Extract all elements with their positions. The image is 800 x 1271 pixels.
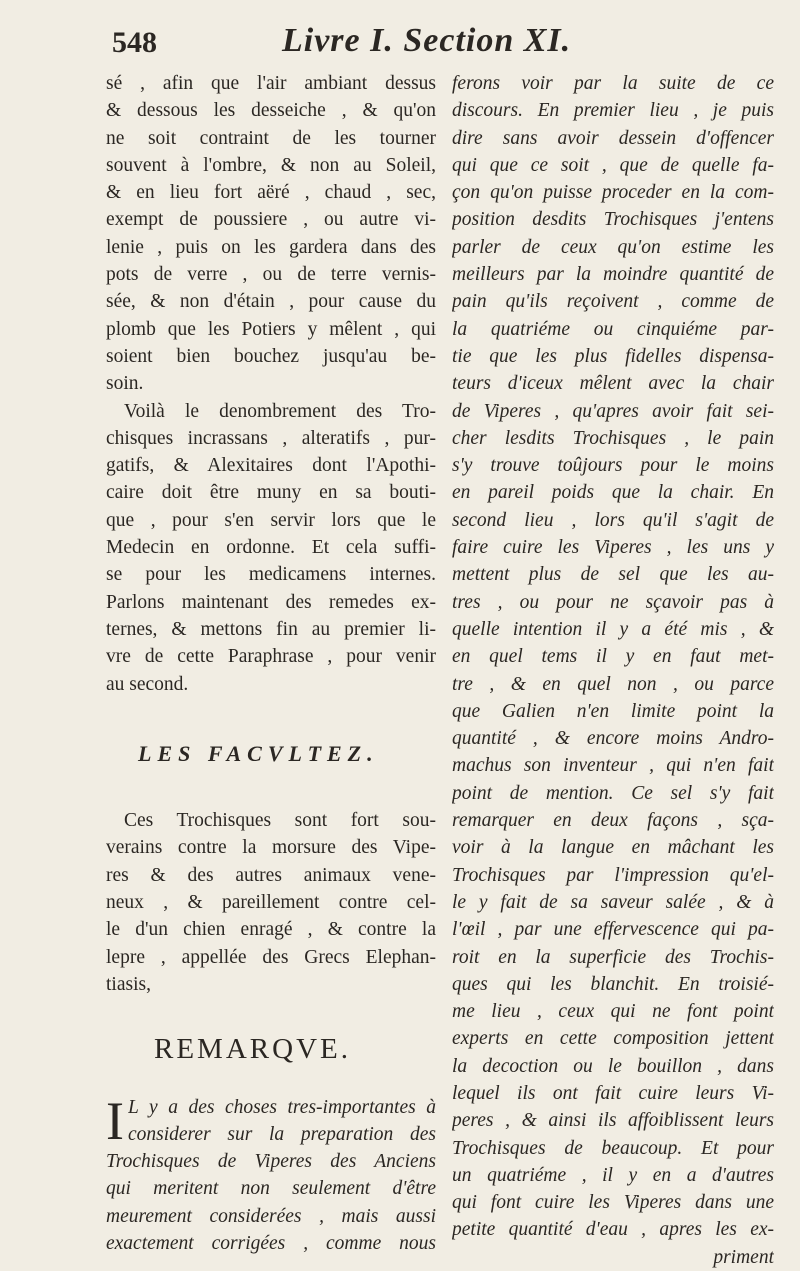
text-line: exempt de poussiere , ou autre vi- [106,209,436,231]
text-line: l'œil , par une effervescence qui pa- [452,919,774,941]
text-line: considerer sur la preparation des [127,1123,436,1145]
text-line: plomb que les Potiers y mêlent , qui [106,318,436,340]
paragraph-enumeration [106,398,436,698]
text-line: discours. En premier lieu , je puis [452,100,774,122]
text-line: soient bien bouchez jusqu'au be- [106,345,436,367]
text-line: dire sans avoir dessein d'offencer [452,127,774,149]
text-line: la quatriéme ou cinquiéme par- [452,318,774,340]
text-line: ne soit contraint de les tourner [106,127,436,149]
section-heading-facultez: LES FACVLTEZ. [138,740,379,766]
text-line: parler de ceux qu'on estime les [452,236,774,258]
text-line: verains contre la morsure des Vipe- [106,837,436,859]
text-line: Medecin en ordonne. Et cela suffi- [106,537,436,559]
text-line: tiasis, [106,973,151,995]
text-line: Ces Trochisques sont fort sou- [124,810,436,832]
text-line: qui font cuire les Viperes dans une [452,1192,774,1214]
text-line: le d'un chien enragé , & contre la [106,919,436,941]
left-column [106,70,436,1257]
text-line: soin. [106,373,144,395]
text-line: roit en la superficie des Trochis- [452,946,774,968]
text-line: Trochisques de Viperes des Anciens [106,1151,436,1173]
text-line: chisques incrassans , alteratifs , pur- [106,427,436,449]
text-line: res & des autres animaux vene- [106,864,436,886]
text-line: L y a des choses tres-importantes à [127,1096,436,1118]
text-line: Parlons maintenant des remedes ex- [106,591,436,613]
text-line: ternes, & mettons fin au premier li- [106,618,436,640]
text-line: voir à la langue en mâchant les [452,837,774,859]
text-line: second lieu , lors qu'il s'agit de [452,509,774,531]
text-line: la decoction ou le bouillon , dans [452,1055,774,1077]
text-line: faire cuire les Viperes , les uns y [452,537,774,559]
text-line: petite quantité d'eau , apres les ex- [452,1219,774,1241]
text-line: un quatriéme , il y en a d'autres [452,1164,774,1186]
text-line: tres , ou pour ne sçavoir pas à [452,591,774,613]
text-line: de Viperes , qu'apres avoir fait sei- [452,400,774,422]
text-line: meilleurs par la moindre quantité de [452,264,774,286]
catchword: priment [713,1246,774,1268]
text-line: au second. [106,673,189,695]
text-line: position desdits Trochisques j'entens [452,209,774,231]
text-line: ques qui les blanchit. En troisié- [452,973,774,995]
text-line: en pareil poids que la chair. En [452,482,774,504]
text-line: qui que ce soit , que de quelle fa- [452,154,774,176]
text-line: Voilà le denombrement des Tro- [124,400,436,422]
text-line: experts en cette composition jettent [452,1028,774,1050]
right-column [452,70,774,1271]
text-line: me lieu , ceux qui ne font point [452,1001,774,1023]
text-line: s'y trouve toûjours pour le moins [452,455,774,477]
page-header [106,18,770,70]
text-line: qui meritent non seulement d'être [106,1178,436,1200]
text-line: & en lieu fort aëré , chaud , sec, [106,182,436,204]
text-line: lepre , appellée des Grecs Elephan- [106,946,436,968]
text-line: lenie , puis on les gardera dans des [106,236,436,258]
text-line: & dessous les desseiche , & qu'on [106,100,436,122]
paragraph-virtues [106,807,436,998]
text-line: çon qu'on puisse proceder en la com- [452,182,774,204]
text-line: souvent à l'ombre, & non au Soleil, [106,154,436,176]
text-line: que , pour s'en servir lors que le [106,509,436,531]
running-head: Livre I. Section XI. [282,22,572,59]
page-number: 548 [112,26,157,59]
text-line: meurement considerées , mais aussi [106,1205,436,1227]
text-line: teurs d'iceux mêlent avec la chair [452,373,774,395]
text-line: gatifs, & Alexitaires dont l'Apothi- [106,455,436,477]
text-line: en quel tems il y en faut met- [452,646,774,668]
text-line: point de mention. Ce sel s'y fait [452,782,774,804]
text-line: tre , & en quel non , ou parce [452,673,774,695]
text-line: que Galien n'en limite point la [452,700,774,722]
text-line: pain qu'ils reçoivent , comme de [452,291,774,313]
text-line: Trochisques par l'impression qu'el- [452,864,774,886]
text-line: neux , & pareillement contre cel- [106,892,436,914]
text-line: quantité , & encore moins Andro- [452,728,774,750]
text-line: quelle intention il y a été mis , & [452,618,774,640]
text-line: lequel ils ont fait cuire leurs Vi- [452,1082,774,1104]
text-line: peres , & ainsi ils affoiblissent leurs [452,1110,774,1132]
section-heading-remarque: REMARQVE. [154,1033,351,1066]
text-line: mettent plus de sel que les au- [452,564,774,586]
text-line: ferons voir par la suite de ce [452,73,774,94]
text-line: se pour les medicamens internes. [106,564,436,586]
text-line: sé , afin que l'air ambiant dessus [106,73,436,94]
text-line: pots de verre , ou de terre vernis- [106,264,436,286]
text-line: machus son inventeur , qui n'en fait [452,755,774,777]
text-line: le y fait de sa saveur salée , & à [452,891,774,913]
drop-cap: I [106,1090,124,1151]
text-line: vre de cette Paraphrase , pour venir [106,646,436,668]
text-line: tie que les plus fidelles dispensa- [452,345,774,367]
text-line: Trochisques de beaucoup. Et pour [452,1137,774,1159]
text-line: caire doit être muny en sa bouti- [106,482,436,504]
paragraph-drying-instructions [106,70,436,398]
text-line: remarquer en deux façons , sça- [452,810,774,832]
paragraph-remarque [106,1090,436,1258]
text-line: exactement corrigées , comme nous [106,1232,436,1254]
text-line: cher lesdits Trochisques , le pain [452,427,774,449]
text-line: sée, & non d'étain , pour cause du [106,291,436,313]
